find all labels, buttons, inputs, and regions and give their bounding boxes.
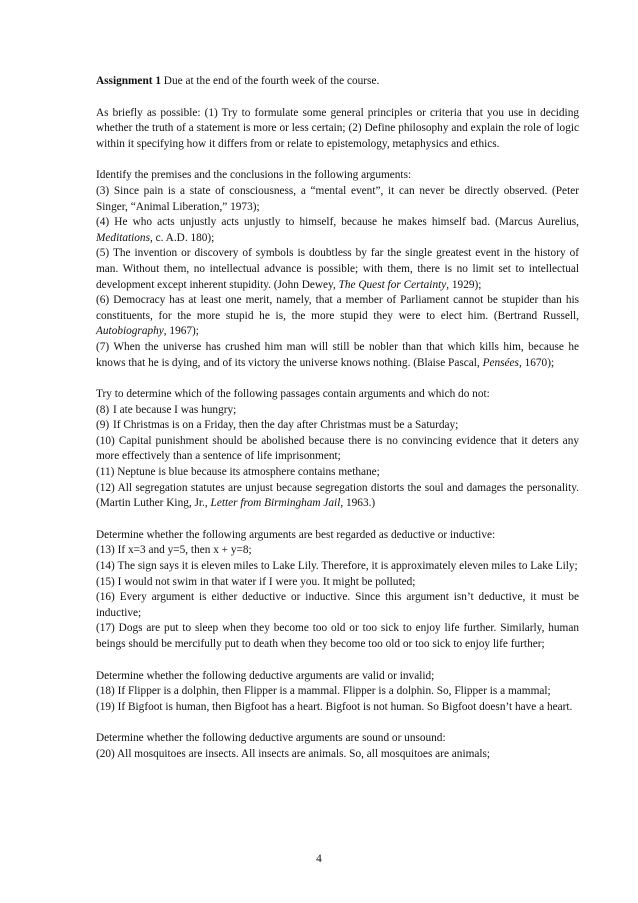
question-text: (15) I would not swim in that water if I were you. It might be polluted;: [96, 575, 416, 588]
question-section: [96, 168, 579, 371]
assignment-header: [96, 74, 579, 90]
question-text: (19) If Bigfoot is human, then Bigfoot has a heart. Bigfoot is not human. So Bigfoot doesn’t have a heart.: [96, 700, 573, 713]
question-text: I ate because I was hungry;: [113, 403, 237, 416]
question-item: [96, 684, 579, 700]
intro-paragraph: [96, 106, 579, 153]
question-item: [96, 747, 579, 763]
question-item: [96, 481, 579, 512]
question-item: [96, 293, 579, 340]
section-heading: Try to determine which of the following passages contain arguments and which do not:: [96, 388, 490, 401]
section-heading: Determine whether the following deductive arguments are sound or unsound:: [96, 732, 446, 745]
citation-tail: , 1963.): [340, 497, 376, 510]
question-item: [96, 559, 579, 575]
question-text: (17) Dogs are put to sleep when they become too old or too sick to enjoy life further. Similarly, human beings should be mercifully put to death when they become too old or too sick to enjoy life further;: [96, 622, 579, 650]
intro-text: As briefly as possible: (1) Try to formulate some general principles or criteria that you use in deciding whether the truth of a statement is more or less certain; (2) Define philosophy and explain the role of logic within it specifying how it differs from or relate to epistemology, metaphysics and ethics.: [96, 106, 579, 150]
question-item: [96, 340, 579, 371]
question-item: [96, 403, 579, 419]
sections-container: [96, 168, 579, 762]
question-text: (20) All mosquitoes are insects. All insects are animals. So, all mosquitoes are animals;: [96, 747, 491, 760]
question-text: If Christmas is on a Friday, then the day after Christmas must be a Saturday;: [113, 419, 459, 432]
question-text: (6) Democracy has at least one merit, namely, that a member of Parliament cannot be stupider than his constituents, for the more stupid he is, the more stupid they were to elect him. (Bertrand Russell,: [96, 294, 579, 322]
question-text: (18) If Flipper is a dolphin, then Flipper is a mammal. Flipper is a dolphin. So, Flipper is a mammal;: [96, 685, 551, 698]
section-heading: Determine whether the following arguments are best regarded as deductive or inductive:: [96, 528, 496, 541]
question-section: [96, 669, 579, 716]
question-text: (4) He who acts unjustly acts unjustly to himself, because he makes himself bad. (Marcus Aurelius,: [96, 216, 579, 229]
question-text: (7) When the universe has crushed him man will still be nobler than that which kills him, because he knows that he is dying, and of its victory the universe knows nothing. (Blaise Pascal,: [96, 340, 579, 369]
section-heading: Identify the premises and the conclusions in the following arguments:: [96, 169, 412, 182]
question-text: (3) Since pain is a state of consciousness, a “mental event”, it can never be directly observed. (Peter Singer, “Animal Liberation,” 1973);: [96, 184, 579, 213]
assignment-due-text: Due at the end of the fourth week of the course.: [160, 75, 380, 87]
question-item: [96, 700, 579, 716]
question-item: [96, 575, 579, 591]
question-item: [96, 246, 579, 293]
page-number: 4: [316, 853, 322, 865]
question-text: (11) Neptune is blue because its atmosphere contains methane;: [96, 466, 380, 479]
work-title: Autobiography: [96, 325, 164, 338]
document-page: [96, 74, 579, 779]
question-text: (16) Every argument is either deductive or inductive. Since this argument isn’t deductive, it must be inductive;: [96, 591, 579, 619]
question-item: [96, 434, 579, 465]
citation-tail: , c. A.D. 180);: [149, 231, 215, 244]
question-item: [96, 465, 579, 481]
question-number: (9): [96, 419, 110, 432]
question-item: [96, 543, 579, 559]
question-item: [96, 590, 579, 621]
citation-tail: , 1670);: [518, 356, 555, 369]
question-section: [96, 387, 579, 512]
question-text: (5) The invention or discovery of symbols is doubtless by far the single greatest event in the history of man. Without them, no intellectual advance is possible; with them, there is no limit set to intellectual development except inherent stupidity. (John Dewey,: [96, 247, 579, 291]
work-title: Meditations: [96, 231, 150, 244]
question-text: (13) If x=3 and y=5, then x + y=8;: [96, 544, 252, 557]
question-number: (8): [96, 403, 110, 416]
citation-tail: , 1967);: [163, 325, 199, 338]
citation-tail: , 1929);: [446, 278, 482, 291]
question-section: [96, 528, 579, 653]
question-text: (12) All segregation statutes are unjust because segregation distorts the soul and damages the personality. (Martin Luther King, Jr.,: [96, 481, 579, 510]
section-heading: Determine whether the following deductive arguments are valid or invalid;: [96, 669, 435, 682]
question-item: [96, 184, 579, 215]
question-text: (14) The sign says it is eleven miles to Lake Lily. Therefore, it is approximately eleven miles to Lake Lily;: [96, 560, 578, 573]
question-item: [96, 215, 579, 246]
work-title: Pensées: [482, 356, 519, 369]
assignment-label: Assignment 1: [96, 75, 161, 87]
question-item: [96, 418, 579, 434]
question-text: (10) Capital punishment should be abolished because there is no convincing evidence that it deters any more effectively than a sentence of life imprisonment;: [96, 434, 579, 463]
question-section: [96, 731, 579, 762]
work-title: The Quest for Certainty: [338, 278, 447, 291]
question-item: [96, 621, 579, 652]
work-title: Letter from Birmingham Jail: [210, 497, 341, 510]
